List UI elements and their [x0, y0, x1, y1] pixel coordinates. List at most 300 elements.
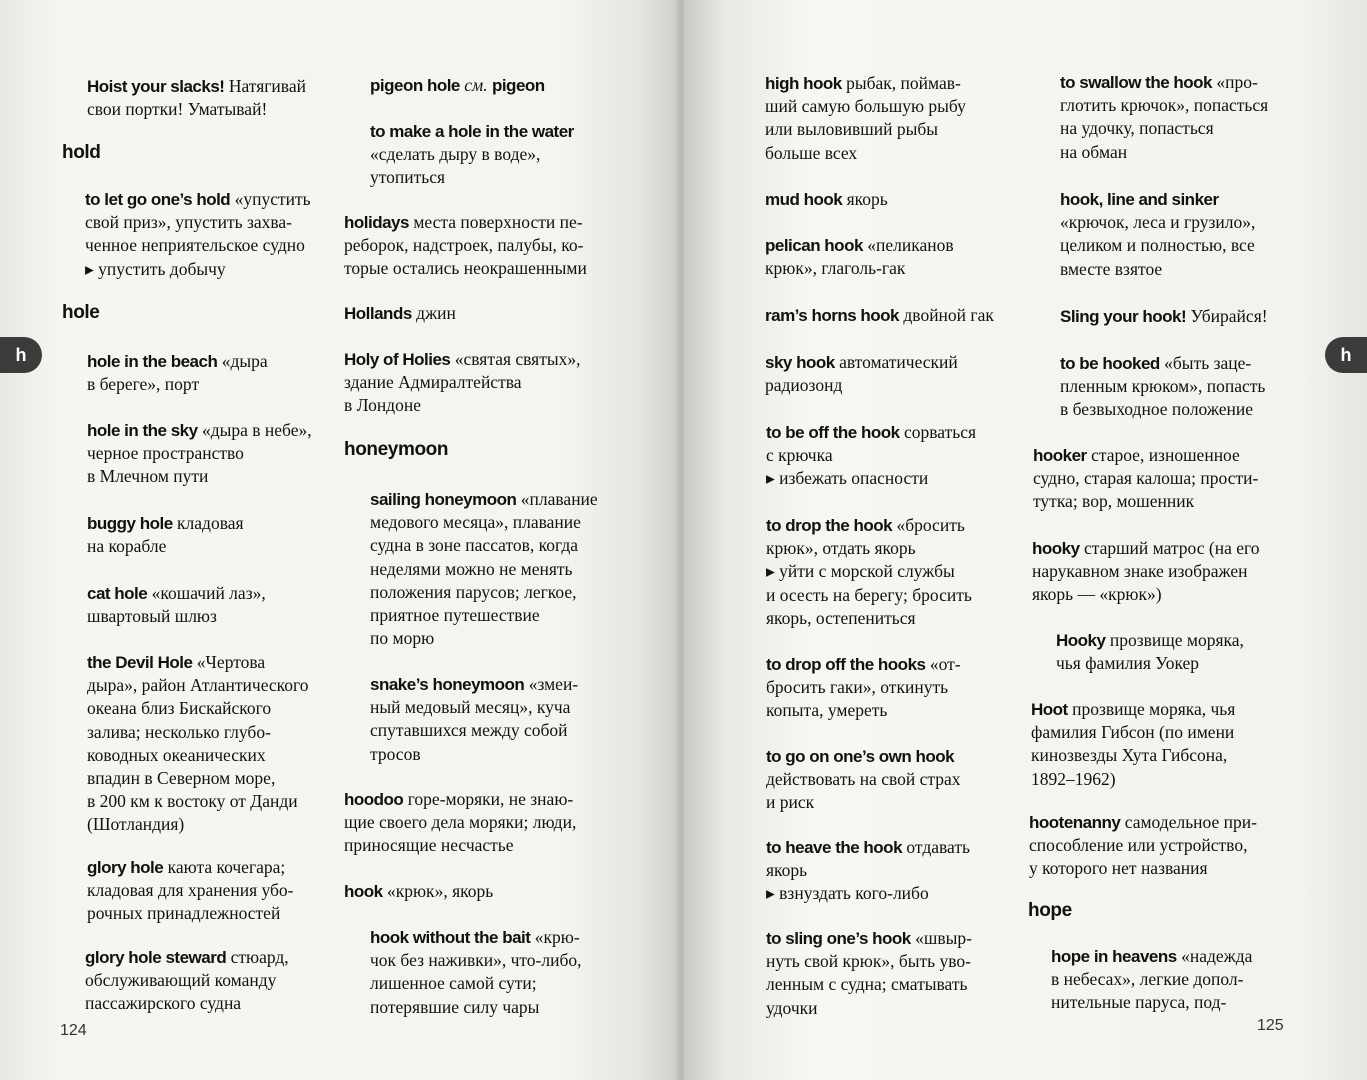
entry-line — [85, 969, 289, 992]
definition-text: торые остались неокрашенными — [344, 258, 587, 279]
entry-line — [370, 926, 582, 949]
entry-line — [1060, 352, 1265, 375]
definition-text: «крю- — [530, 927, 580, 947]
dictionary-entry — [85, 188, 311, 281]
definition-text: тутка; вор, мошенник — [1033, 491, 1195, 512]
definition-text: радиозонд — [765, 375, 843, 396]
entry-line — [370, 996, 582, 1019]
definition-text: потерявшие силу чары — [370, 996, 540, 1017]
definition-text: приносящие несчастье — [344, 835, 514, 856]
definition-text: судна в зоне пассатов, когда — [370, 535, 579, 556]
entry-line — [87, 744, 309, 767]
entry-line — [765, 188, 888, 211]
entry-line — [370, 143, 574, 166]
dictionary-entry — [87, 512, 244, 558]
headword: hope in heavens — [1051, 947, 1177, 966]
definition-text: ▸ уйти с морской службы — [766, 561, 955, 582]
headword: hootenanny — [1029, 813, 1121, 832]
dictionary-entry — [766, 653, 961, 723]
headword: the Devil Hole — [87, 653, 193, 672]
entry-line — [766, 768, 961, 791]
entry-line — [766, 653, 961, 676]
entry-line — [1051, 968, 1252, 991]
headword: to be off the hook — [766, 423, 900, 442]
definition-text: ченное неприятельское судно — [85, 235, 305, 256]
headword: hooker — [1033, 446, 1087, 465]
page-number-right: 125 — [1257, 1017, 1284, 1034]
entry-line — [85, 946, 289, 969]
headword: hole in the sky — [87, 421, 198, 440]
definition-text: медового месяца», плавание — [370, 512, 581, 533]
definition-text: каюта кочегара; — [163, 857, 286, 877]
entry-line — [766, 859, 970, 882]
entry-line — [344, 834, 576, 857]
definition-text: «крючок, леса и грузило», — [1060, 212, 1256, 233]
entry-line — [766, 676, 961, 699]
entry-line — [1056, 629, 1244, 652]
entry-line — [370, 972, 582, 995]
entry-line — [344, 348, 581, 371]
entry-line — [87, 856, 294, 879]
entry-line — [344, 811, 576, 834]
dictionary-entry — [344, 211, 587, 281]
entry-line — [766, 997, 972, 1020]
dictionary-entry — [765, 188, 888, 211]
headword: Hoot — [1031, 700, 1068, 719]
dictionary-entry — [1060, 188, 1255, 281]
definition-text: глотить крючок», попасться — [1060, 95, 1269, 116]
definition-text: «святая святых», — [450, 349, 581, 369]
definition-text: горе-моряки, не знаю- — [403, 789, 574, 809]
definition-text: по морю — [370, 628, 435, 649]
entry-line — [766, 444, 976, 467]
entry-line — [1033, 467, 1258, 490]
definition-text: утопиться — [370, 167, 446, 188]
entry-line — [87, 442, 312, 465]
headword: Hollands — [344, 304, 412, 323]
entry-line — [765, 142, 966, 165]
dictionary-entry — [766, 836, 970, 906]
dictionary-entry — [766, 745, 961, 815]
definition-text: нительные паруса, под- — [1051, 992, 1227, 1013]
entry-line — [1032, 560, 1259, 583]
entry-line — [766, 584, 972, 607]
definition-text: с крючка — [766, 445, 833, 466]
entry-line — [1032, 537, 1259, 560]
definition-text: и риск — [766, 792, 815, 813]
entry-line — [766, 791, 961, 814]
definition-text: швартовый шлюз — [87, 606, 217, 627]
definition-text: дыра», район Атлантического — [87, 675, 309, 696]
entry-line — [766, 973, 972, 996]
definition-text: отдавать — [902, 837, 970, 857]
dictionary-entry — [765, 234, 954, 280]
definition-text: пассажирского судна — [85, 993, 242, 1014]
definition-text: в Лондоне — [344, 395, 421, 416]
entry-line — [370, 719, 578, 742]
dictionary-entry — [1029, 811, 1257, 881]
definition-text: здание Адмиралтейства — [344, 372, 522, 393]
headword: glory hole — [87, 858, 164, 877]
headword: Hoist your slacks! — [87, 77, 225, 96]
dictionary-entry — [370, 74, 545, 97]
headword: snake’s honeymoon — [370, 675, 525, 694]
headword: hook — [344, 882, 383, 901]
entry-line — [87, 605, 266, 628]
entry-line — [1029, 857, 1257, 880]
definition-text: бросить гаки», откинуть — [766, 677, 949, 698]
dictionary-entry — [1033, 444, 1258, 514]
entry-line — [370, 511, 598, 534]
entry-line — [766, 699, 961, 722]
definition-text: прозвище моряка, — [1105, 630, 1244, 650]
entry-line — [766, 514, 972, 537]
definition-text: «дыра в небе», — [197, 420, 312, 440]
entry-line — [765, 257, 954, 280]
dictionary-entry — [344, 348, 581, 418]
headword: to be hooked — [1060, 354, 1160, 373]
entry-line — [85, 234, 311, 257]
entry-line — [344, 788, 576, 811]
entry-line — [1060, 141, 1268, 164]
definition-text: «бросить — [892, 515, 965, 535]
entry-line — [1031, 698, 1235, 721]
dictionary-entry — [87, 651, 309, 837]
entry-line — [766, 421, 976, 444]
definition-text: кладовая для хранения убо- — [87, 880, 294, 901]
dictionary-entry — [344, 880, 493, 903]
entry-line — [344, 371, 581, 394]
definition-text: ленным с судна; сматывать — [766, 974, 968, 995]
definition-text: чья фамилия Уокер — [1056, 653, 1200, 674]
entry-line — [85, 211, 311, 234]
definition-text: удочки — [766, 997, 818, 1018]
definition-text: «крюк», якорь — [382, 881, 494, 901]
definition-text: неделями можно не менять — [370, 558, 573, 579]
definition-text: обслуживающий команду — [85, 970, 277, 991]
dictionary-entry — [766, 927, 972, 1020]
definition-text: кладовая — [172, 513, 244, 533]
entry-line — [1033, 444, 1258, 467]
definition-text: вместе взятое — [1060, 258, 1163, 279]
definition-text: свои портки! Уматывай! — [87, 99, 268, 120]
definition-text: реборок, надстроек, палубы, ко- — [344, 235, 584, 256]
headword: to drop the hook — [766, 516, 893, 535]
definition-text: ный медовый месяц», куча — [370, 697, 571, 718]
definition-text: прозвище моряка, чья — [1067, 699, 1236, 719]
entry-line — [765, 374, 958, 397]
definition-text: «кошачий лаз», — [147, 583, 266, 603]
dictionary-entry — [344, 302, 456, 325]
definition-text: нарукавном знаке изображен — [1032, 561, 1248, 582]
definition-text: пленным крюком», попасть — [1060, 376, 1266, 397]
definition-text: рочных принадлежностей — [87, 903, 281, 924]
entry-line — [87, 98, 306, 121]
definition-text: «упустить — [230, 189, 311, 209]
definition-text: старший матрос (на его — [1079, 538, 1260, 558]
entry-line — [766, 882, 970, 905]
definition-text: места поверхности пе- — [408, 212, 583, 232]
definition-text: спутавшихся между собой — [370, 720, 568, 741]
entry-line — [370, 604, 598, 627]
reference-marker: см. — [464, 75, 488, 95]
definition-text: «дыра — [217, 351, 268, 371]
entry-line — [766, 537, 972, 560]
dictionary-entry — [1051, 945, 1252, 1015]
headword: hoodoo — [344, 790, 404, 809]
dictionary-entry — [765, 72, 966, 165]
entry-line — [1060, 375, 1265, 398]
definition-text: автоматический — [834, 352, 958, 372]
section-heading: honeymoon — [344, 439, 449, 460]
definition-text: залива; несколько глубо- — [87, 721, 271, 742]
section-heading: hold — [62, 142, 101, 163]
headword: to sling one’s hook — [766, 929, 911, 948]
definition-text: больше всех — [765, 142, 858, 163]
definition-text: на корабле — [87, 536, 167, 557]
entry-line — [87, 674, 309, 697]
letter-tab-right: h — [1325, 337, 1367, 373]
section-heading: hole — [62, 302, 100, 323]
entry-line — [87, 535, 244, 558]
definition-text: и осесть на берегу; бросить — [766, 584, 972, 605]
entry-line — [1033, 490, 1258, 513]
definition-text: фамилия Гибсон (по имени — [1031, 722, 1235, 743]
dictionary-entry — [344, 788, 576, 858]
entry-line — [1060, 211, 1255, 234]
headword: pigeon — [491, 76, 545, 95]
entry-line — [1060, 234, 1255, 257]
dictionary-entry — [87, 582, 266, 628]
definition-text: у которого нет названия — [1029, 858, 1208, 879]
entry-line — [1060, 94, 1268, 117]
definition-text: «надежда — [1176, 946, 1253, 966]
headword: to let go one’s hold — [85, 190, 231, 209]
definition-text: «швыр- — [910, 928, 972, 948]
definition-text: копыта, умереть — [766, 700, 888, 721]
entry-line — [85, 258, 311, 281]
headword: hook without the bait — [370, 928, 531, 947]
entry-line — [87, 813, 309, 836]
entry-line — [344, 880, 493, 903]
section-heading: hope — [1028, 900, 1072, 921]
entry-line — [370, 488, 598, 511]
entry-line — [1060, 398, 1265, 421]
entry-line — [766, 607, 972, 630]
definition-text: в небесах», легкие допол- — [1051, 969, 1244, 990]
headword: pigeon hole — [370, 76, 460, 95]
dictionary-entry — [1060, 352, 1265, 422]
definition-text: якорь — [842, 189, 888, 209]
entry-line — [765, 304, 994, 327]
definition-text: рыбак, поймав- — [841, 73, 961, 93]
definition-text: нуть свой крюк», быть уво- — [766, 951, 971, 972]
definition-text: в Млечном пути — [87, 466, 209, 487]
entry-line — [1051, 945, 1252, 968]
definition-text: Убирайся! — [1186, 306, 1268, 326]
definition-text: щие своего дела моряки; люди, — [344, 812, 577, 833]
dictionary-entry — [765, 351, 958, 397]
dictionary-entry — [87, 419, 312, 489]
entry-line — [370, 74, 545, 97]
entry-line — [370, 743, 578, 766]
entry-line — [1031, 744, 1235, 767]
dictionary-entry — [87, 856, 294, 926]
dictionary-entry — [766, 421, 976, 491]
definition-text: «от- — [925, 654, 961, 674]
definition-text: в 200 км к востоку от Данди — [87, 791, 298, 812]
definition-text: двойной гак — [899, 305, 994, 325]
definition-text: в безвыходное положение — [1060, 399, 1253, 420]
entry-line — [370, 120, 574, 143]
entry-line — [1031, 768, 1235, 791]
headword: Hooky — [1056, 631, 1106, 650]
entry-line — [1051, 991, 1252, 1014]
headword: to make a hole in the water — [370, 122, 574, 141]
entry-line — [766, 560, 972, 583]
definition-text: судно, старая калоша; прости- — [1033, 468, 1259, 489]
entry-line — [1060, 117, 1268, 140]
entry-line — [344, 257, 587, 280]
headword: to swallow the hook — [1060, 73, 1213, 92]
definition-text: тросов — [370, 743, 421, 764]
entry-line — [1031, 721, 1235, 744]
headword: glory hole steward — [85, 948, 227, 967]
definition-text: «плавание — [516, 489, 598, 509]
definition-text: крюк», отдать якорь — [766, 538, 916, 559]
definition-text: Натягивай — [224, 76, 306, 96]
headword: Holy of Holies — [344, 350, 451, 369]
entry-line — [87, 419, 312, 442]
dictionary-entry — [87, 350, 268, 396]
headword: high hook — [765, 74, 842, 93]
definition-text: «сделать дыру в воде», — [370, 144, 541, 165]
definition-text: приятное путешествие — [370, 605, 540, 626]
entry-line — [344, 302, 456, 325]
headword: cat hole — [87, 584, 148, 603]
entry-line — [344, 234, 587, 257]
definition-text: старое, изношенное — [1086, 445, 1240, 465]
definition-text: кинозвезды Хута Гибсона, — [1031, 745, 1228, 766]
entry-line — [85, 188, 311, 211]
definition-text: ший самую большую рыбу — [765, 96, 966, 117]
dictionary-entry — [1056, 629, 1244, 675]
definition-text: способление или устройство, — [1029, 835, 1248, 856]
entry-line — [370, 949, 582, 972]
definition-text: 1892–1962) — [1031, 768, 1116, 789]
dictionary-entry — [370, 926, 582, 1019]
dictionary-entry — [765, 304, 994, 327]
entry-line — [1060, 188, 1255, 211]
definition-text: ководных океанических — [87, 744, 266, 765]
entry-line — [765, 351, 958, 374]
entry-line — [87, 651, 309, 674]
definition-text: самодельное при- — [1120, 812, 1257, 832]
headword: sailing honeymoon — [370, 490, 517, 509]
definition-text: на удочку, попасться — [1060, 118, 1214, 139]
entry-line — [87, 465, 312, 488]
entry-line — [87, 790, 309, 813]
entry-line — [1056, 652, 1244, 675]
headword: to heave the hook — [766, 838, 903, 857]
entry-line — [87, 879, 294, 902]
definition-text: положения парусов; легкое, — [370, 581, 577, 602]
entry-line — [87, 582, 266, 605]
headword: sky hook — [765, 353, 835, 372]
entry-line — [85, 992, 289, 1015]
definition-text: джин — [411, 303, 456, 323]
entry-line — [87, 767, 309, 790]
entry-line — [766, 927, 972, 950]
definition-text: действовать на свой страх — [766, 769, 961, 790]
headword: hooky — [1032, 539, 1080, 558]
entry-line — [370, 581, 598, 604]
entry-line — [370, 166, 574, 189]
headword: hook, line and sinker — [1060, 190, 1219, 209]
dictionary-entry — [1060, 71, 1268, 164]
entry-line — [87, 350, 268, 373]
entry-line — [1060, 305, 1268, 328]
headword: mud hook — [765, 190, 843, 209]
definition-text: (Шотландия) — [87, 814, 185, 835]
definition-text: целиком и полностью, все — [1060, 235, 1255, 256]
entry-line — [87, 721, 309, 744]
definition-text: лишенное самой сути; — [370, 973, 537, 994]
definition-text: «змеи- — [524, 674, 579, 694]
entry-line — [370, 673, 578, 696]
entry-line — [765, 234, 954, 257]
definition-text: якорь, остепениться — [766, 607, 916, 628]
dictionary-entry — [87, 75, 306, 121]
entry-line — [765, 95, 966, 118]
definition-text: якорь — [766, 860, 808, 881]
definition-text: сорваться — [899, 422, 977, 442]
entry-line — [344, 394, 581, 417]
headword: ram’s horns hook — [765, 306, 900, 325]
headword: to drop off the hooks — [766, 655, 926, 674]
entry-line — [370, 627, 598, 650]
definition-text: чок без наживки», что-либо, — [370, 950, 582, 971]
entry-line — [87, 697, 309, 720]
entry-line — [87, 902, 294, 925]
entry-line — [370, 534, 598, 557]
entry-line — [1029, 834, 1257, 857]
definition-text: якорь — «крюк») — [1032, 584, 1162, 605]
headword: pelican hook — [765, 236, 863, 255]
entry-line — [765, 118, 966, 141]
definition-text: ▸ упустить добычу — [85, 258, 226, 279]
definition-text: на обман — [1060, 141, 1128, 162]
definition-text: свой приз», упустить захва- — [85, 212, 293, 233]
dictionary-entry — [766, 514, 972, 630]
headword: Sling your hook! — [1060, 307, 1187, 326]
definition-text: «пеликанов — [862, 235, 954, 255]
headword: buggy hole — [87, 514, 173, 533]
definition-text: ▸ взнуздать кого-либо — [766, 883, 929, 904]
entry-line — [344, 211, 587, 234]
definition-text: ▸ избежать опасности — [766, 468, 929, 489]
definition-text: крюк», глаголь-гак — [765, 258, 906, 279]
definition-text: «про- — [1212, 72, 1258, 92]
letter-tab-left: h — [0, 337, 42, 373]
entry-line — [370, 558, 598, 581]
dictionary-entry — [85, 946, 289, 1016]
definition-text: океана близ Бискайского — [87, 698, 272, 719]
entry-line — [87, 512, 244, 535]
entry-line — [766, 836, 970, 859]
entry-line — [766, 467, 976, 490]
definition-text: впадин в Северном море, — [87, 768, 276, 789]
